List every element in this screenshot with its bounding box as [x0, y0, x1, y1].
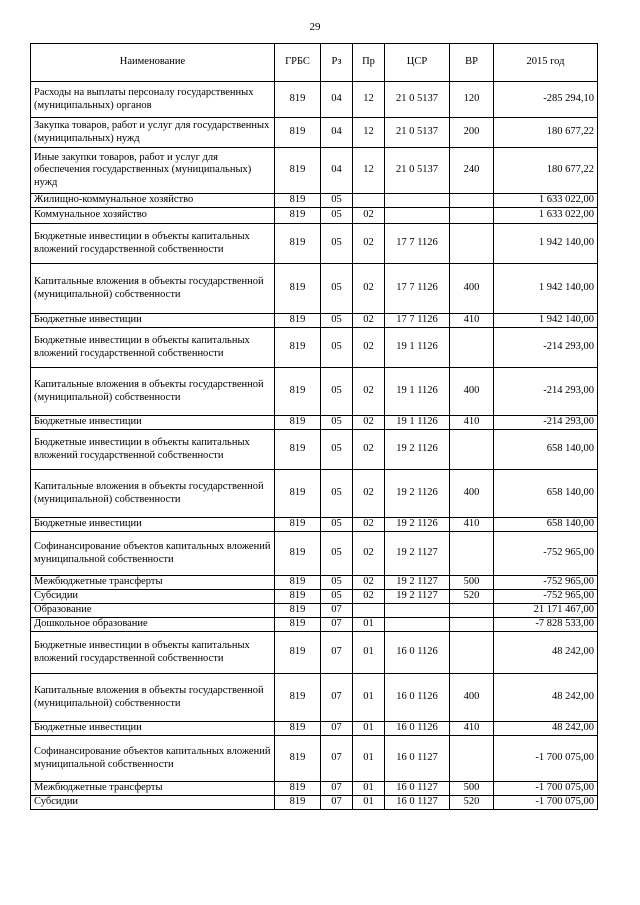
- row-amount-cell: -752 965,00: [494, 590, 598, 604]
- row-rz-cell: 05: [321, 314, 353, 328]
- row-rz-cell: 07: [321, 782, 353, 796]
- row-vr-cell: 240: [450, 148, 494, 194]
- table-row: [31, 328, 598, 368]
- row-amount-cell: 1 633 022,00: [494, 208, 598, 224]
- row-pr-cell: 12: [353, 82, 385, 118]
- row-pr-cell: 02: [353, 518, 385, 532]
- table-row: [31, 674, 598, 722]
- row-csr-cell: 19 2 1127: [385, 590, 450, 604]
- row-amount-cell: 1 942 140,00: [494, 314, 598, 328]
- row-vr-cell: 400: [450, 264, 494, 314]
- row-grbs-cell: 819: [275, 532, 321, 576]
- row-rz-cell: 04: [321, 118, 353, 148]
- table-header-row: [31, 44, 598, 82]
- row-csr-cell: 17 7 1126: [385, 224, 450, 264]
- row-rz-cell: 05: [321, 194, 353, 208]
- table-row: [31, 576, 598, 590]
- row-grbs-cell: 819: [275, 618, 321, 632]
- row-pr-cell: 02: [353, 576, 385, 590]
- row-pr-cell: 12: [353, 148, 385, 194]
- table-row: [31, 736, 598, 782]
- row-name-cell: Межбюджетные трансферты: [31, 576, 275, 590]
- row-vr-cell: 400: [450, 470, 494, 518]
- row-vr-cell: [450, 532, 494, 576]
- row-name-cell: Жилищно-коммунальное хозяйство: [31, 194, 275, 208]
- row-rz-cell: 04: [321, 82, 353, 118]
- table-row: [31, 518, 598, 532]
- row-csr-cell: [385, 618, 450, 632]
- table-row: [31, 782, 598, 796]
- row-name-cell: Дошкольное образование: [31, 618, 275, 632]
- table-row: [31, 722, 598, 736]
- row-grbs-cell: 819: [275, 264, 321, 314]
- row-grbs-cell: 819: [275, 194, 321, 208]
- row-rz-cell: 07: [321, 674, 353, 722]
- row-vr-cell: 520: [450, 796, 494, 810]
- row-vr-cell: 410: [450, 416, 494, 430]
- table-row: [31, 590, 598, 604]
- row-rz-cell: 05: [321, 532, 353, 576]
- row-csr-cell: 21 0 5137: [385, 82, 450, 118]
- row-pr-cell: 02: [353, 208, 385, 224]
- row-csr-cell: 16 0 1127: [385, 782, 450, 796]
- row-grbs-cell: 819: [275, 674, 321, 722]
- row-pr-cell: 01: [353, 796, 385, 810]
- row-name-cell: Бюджетные инвестиции в объекты капитальных вложений государственной собственности: [31, 224, 275, 264]
- row-rz-cell: 05: [321, 328, 353, 368]
- row-pr-cell: 02: [353, 532, 385, 576]
- row-amount-cell: 48 242,00: [494, 722, 598, 736]
- row-pr-cell: 02: [353, 590, 385, 604]
- row-csr-cell: 19 2 1127: [385, 576, 450, 590]
- row-csr-cell: 17 7 1126: [385, 264, 450, 314]
- row-pr-cell: 01: [353, 722, 385, 736]
- header-rz: Рз: [321, 44, 353, 82]
- row-rz-cell: 05: [321, 264, 353, 314]
- row-grbs-cell: 819: [275, 518, 321, 532]
- budget-table: [30, 43, 598, 810]
- row-vr-cell: [450, 328, 494, 368]
- row-amount-cell: 658 140,00: [494, 470, 598, 518]
- row-csr-cell: 16 0 1126: [385, 674, 450, 722]
- row-rz-cell: 07: [321, 722, 353, 736]
- row-amount-cell: -1 700 075,00: [494, 796, 598, 810]
- row-amount-cell: 1 942 140,00: [494, 224, 598, 264]
- row-name-cell: Бюджетные инвестиции: [31, 722, 275, 736]
- table-row: [31, 208, 598, 224]
- row-vr-cell: [450, 736, 494, 782]
- table-row: [31, 148, 598, 194]
- row-grbs-cell: 819: [275, 430, 321, 470]
- row-csr-cell: 19 1 1126: [385, 368, 450, 416]
- table-row: [31, 430, 598, 470]
- row-csr-cell: 19 1 1126: [385, 328, 450, 368]
- row-grbs-cell: 819: [275, 796, 321, 810]
- table-row: [31, 194, 598, 208]
- row-rz-cell: 04: [321, 148, 353, 194]
- header-amount-2015: 2015 год: [494, 44, 598, 82]
- row-pr-cell: 02: [353, 416, 385, 430]
- row-rz-cell: 07: [321, 796, 353, 810]
- row-grbs-cell: 819: [275, 148, 321, 194]
- row-grbs-cell: 819: [275, 118, 321, 148]
- row-amount-cell: 658 140,00: [494, 430, 598, 470]
- row-rz-cell: 05: [321, 368, 353, 416]
- row-rz-cell: 05: [321, 430, 353, 470]
- row-vr-cell: 120: [450, 82, 494, 118]
- row-name-cell: Субсидии: [31, 796, 275, 810]
- row-amount-cell: 180 677,22: [494, 148, 598, 194]
- row-amount-cell: 48 242,00: [494, 632, 598, 674]
- header-name: Наименование: [31, 44, 275, 82]
- header-pr: Пр: [353, 44, 385, 82]
- row-grbs-cell: 819: [275, 416, 321, 430]
- row-vr-cell: 500: [450, 576, 494, 590]
- table-row: [31, 604, 598, 618]
- row-pr-cell: 01: [353, 632, 385, 674]
- page-number: 29: [309, 21, 321, 33]
- row-csr-cell: 19 2 1126: [385, 518, 450, 532]
- row-vr-cell: [450, 430, 494, 470]
- row-rz-cell: 07: [321, 618, 353, 632]
- row-name-cell: Бюджетные инвестиции: [31, 416, 275, 430]
- row-amount-cell: -1 700 075,00: [494, 736, 598, 782]
- row-csr-cell: [385, 208, 450, 224]
- row-amount-cell: -214 293,00: [494, 416, 598, 430]
- row-vr-cell: [450, 632, 494, 674]
- row-name-cell: Закупка товаров, работ и услуг для государственных (муниципальных) нужд: [31, 118, 275, 148]
- row-grbs-cell: 819: [275, 604, 321, 618]
- table-row: [31, 416, 598, 430]
- row-vr-cell: 410: [450, 722, 494, 736]
- row-name-cell: Бюджетные инвестиции в объекты капитальных вложений государственной собственности: [31, 632, 275, 674]
- row-vr-cell: 500: [450, 782, 494, 796]
- row-amount-cell: -285 294,10: [494, 82, 598, 118]
- row-pr-cell: [353, 194, 385, 208]
- row-rz-cell: 05: [321, 208, 353, 224]
- table-row: [31, 618, 598, 632]
- row-name-cell: Расходы на выплаты персоналу государственных (муниципальных) органов: [31, 82, 275, 118]
- row-grbs-cell: 819: [275, 590, 321, 604]
- table-row: [31, 264, 598, 314]
- row-rz-cell: 07: [321, 736, 353, 782]
- row-grbs-cell: 819: [275, 224, 321, 264]
- row-name-cell: Капитальные вложения в объекты государственной (муниципальной) собственности: [31, 470, 275, 518]
- row-amount-cell: 658 140,00: [494, 518, 598, 532]
- table-body: [31, 82, 598, 810]
- row-amount-cell: -752 965,00: [494, 576, 598, 590]
- row-grbs-cell: 819: [275, 632, 321, 674]
- row-rz-cell: 05: [321, 416, 353, 430]
- table-row: [31, 532, 598, 576]
- row-grbs-cell: 819: [275, 314, 321, 328]
- row-csr-cell: 21 0 5137: [385, 148, 450, 194]
- row-pr-cell: [353, 604, 385, 618]
- row-rz-cell: 05: [321, 576, 353, 590]
- row-amount-cell: -214 293,00: [494, 328, 598, 368]
- row-rz-cell: 05: [321, 224, 353, 264]
- row-vr-cell: [450, 604, 494, 618]
- row-amount-cell: 1 942 140,00: [494, 264, 598, 314]
- row-pr-cell: 12: [353, 118, 385, 148]
- row-grbs-cell: 819: [275, 208, 321, 224]
- row-name-cell: Капитальные вложения в объекты государственной (муниципальной) собственности: [31, 674, 275, 722]
- row-pr-cell: 02: [353, 368, 385, 416]
- row-vr-cell: [450, 194, 494, 208]
- row-pr-cell: 02: [353, 470, 385, 518]
- row-grbs-cell: 819: [275, 328, 321, 368]
- table-row: [31, 82, 598, 118]
- table-row: [31, 632, 598, 674]
- row-csr-cell: [385, 194, 450, 208]
- row-name-cell: Бюджетные инвестиции: [31, 518, 275, 532]
- row-pr-cell: 02: [353, 264, 385, 314]
- row-name-cell: Межбюджетные трансферты: [31, 782, 275, 796]
- row-grbs-cell: 819: [275, 722, 321, 736]
- row-amount-cell: 21 171 467,00: [494, 604, 598, 618]
- row-name-cell: Иные закупки товаров, работ и услуг для обеспечения государственных (муниципальных) нужд: [31, 148, 275, 194]
- table-row: [31, 224, 598, 264]
- row-vr-cell: 410: [450, 518, 494, 532]
- row-rz-cell: 05: [321, 470, 353, 518]
- row-name-cell: Бюджетные инвестиции в объекты капитальных вложений государственной собственности: [31, 328, 275, 368]
- row-pr-cell: 02: [353, 224, 385, 264]
- row-csr-cell: 19 2 1126: [385, 470, 450, 518]
- row-name-cell: Образование: [31, 604, 275, 618]
- row-grbs-cell: 819: [275, 82, 321, 118]
- row-grbs-cell: 819: [275, 782, 321, 796]
- row-amount-cell: 48 242,00: [494, 674, 598, 722]
- table-row: [31, 470, 598, 518]
- row-name-cell: Софинансирование объектов капитальных вложений муниципальной собственности: [31, 736, 275, 782]
- row-grbs-cell: 819: [275, 576, 321, 590]
- row-name-cell: Капитальные вложения в объекты государственной (муниципальной) собственности: [31, 368, 275, 416]
- row-vr-cell: 400: [450, 368, 494, 416]
- row-amount-cell: 1 633 022,00: [494, 194, 598, 208]
- row-rz-cell: 05: [321, 518, 353, 532]
- row-amount-cell: -214 293,00: [494, 368, 598, 416]
- row-csr-cell: 16 0 1127: [385, 796, 450, 810]
- row-csr-cell: 16 0 1127: [385, 736, 450, 782]
- table-row: [31, 796, 598, 810]
- row-vr-cell: [450, 224, 494, 264]
- row-csr-cell: [385, 604, 450, 618]
- row-amount-cell: 180 677,22: [494, 118, 598, 148]
- row-grbs-cell: 819: [275, 470, 321, 518]
- row-rz-cell: 07: [321, 604, 353, 618]
- table-row: [31, 368, 598, 416]
- row-csr-cell: 19 1 1126: [385, 416, 450, 430]
- row-name-cell: Бюджетные инвестиции в объекты капитальных вложений государственной собственности: [31, 430, 275, 470]
- row-name-cell: Субсидии: [31, 590, 275, 604]
- row-csr-cell: 16 0 1126: [385, 632, 450, 674]
- row-grbs-cell: 819: [275, 736, 321, 782]
- row-vr-cell: 410: [450, 314, 494, 328]
- row-csr-cell: 19 2 1126: [385, 430, 450, 470]
- row-csr-cell: 19 2 1127: [385, 532, 450, 576]
- table-row: [31, 314, 598, 328]
- row-vr-cell: 200: [450, 118, 494, 148]
- row-rz-cell: 07: [321, 632, 353, 674]
- row-amount-cell: -752 965,00: [494, 532, 598, 576]
- table-row: [31, 118, 598, 148]
- row-name-cell: Бюджетные инвестиции: [31, 314, 275, 328]
- row-csr-cell: 17 7 1126: [385, 314, 450, 328]
- row-grbs-cell: 819: [275, 368, 321, 416]
- row-vr-cell: [450, 618, 494, 632]
- header-vr: ВР: [450, 44, 494, 82]
- row-pr-cell: 01: [353, 618, 385, 632]
- row-vr-cell: 400: [450, 674, 494, 722]
- row-pr-cell: 01: [353, 674, 385, 722]
- row-pr-cell: 02: [353, 328, 385, 368]
- row-rz-cell: 05: [321, 590, 353, 604]
- row-amount-cell: -7 828 533,00: [494, 618, 598, 632]
- row-pr-cell: 01: [353, 736, 385, 782]
- row-pr-cell: 02: [353, 430, 385, 470]
- row-vr-cell: [450, 208, 494, 224]
- row-csr-cell: 21 0 5137: [385, 118, 450, 148]
- row-name-cell: Софинансирование объектов капитальных вложений муниципальной собственности: [31, 532, 275, 576]
- row-pr-cell: 02: [353, 314, 385, 328]
- row-vr-cell: 520: [450, 590, 494, 604]
- header-grbs: ГРБС: [275, 44, 321, 82]
- row-amount-cell: -1 700 075,00: [494, 782, 598, 796]
- row-name-cell: Коммунальное хозяйство: [31, 208, 275, 224]
- header-csr: ЦСР: [385, 44, 450, 82]
- row-pr-cell: 01: [353, 782, 385, 796]
- row-csr-cell: 16 0 1126: [385, 722, 450, 736]
- row-name-cell: Капитальные вложения в объекты государственной (муниципальной) собственности: [31, 264, 275, 314]
